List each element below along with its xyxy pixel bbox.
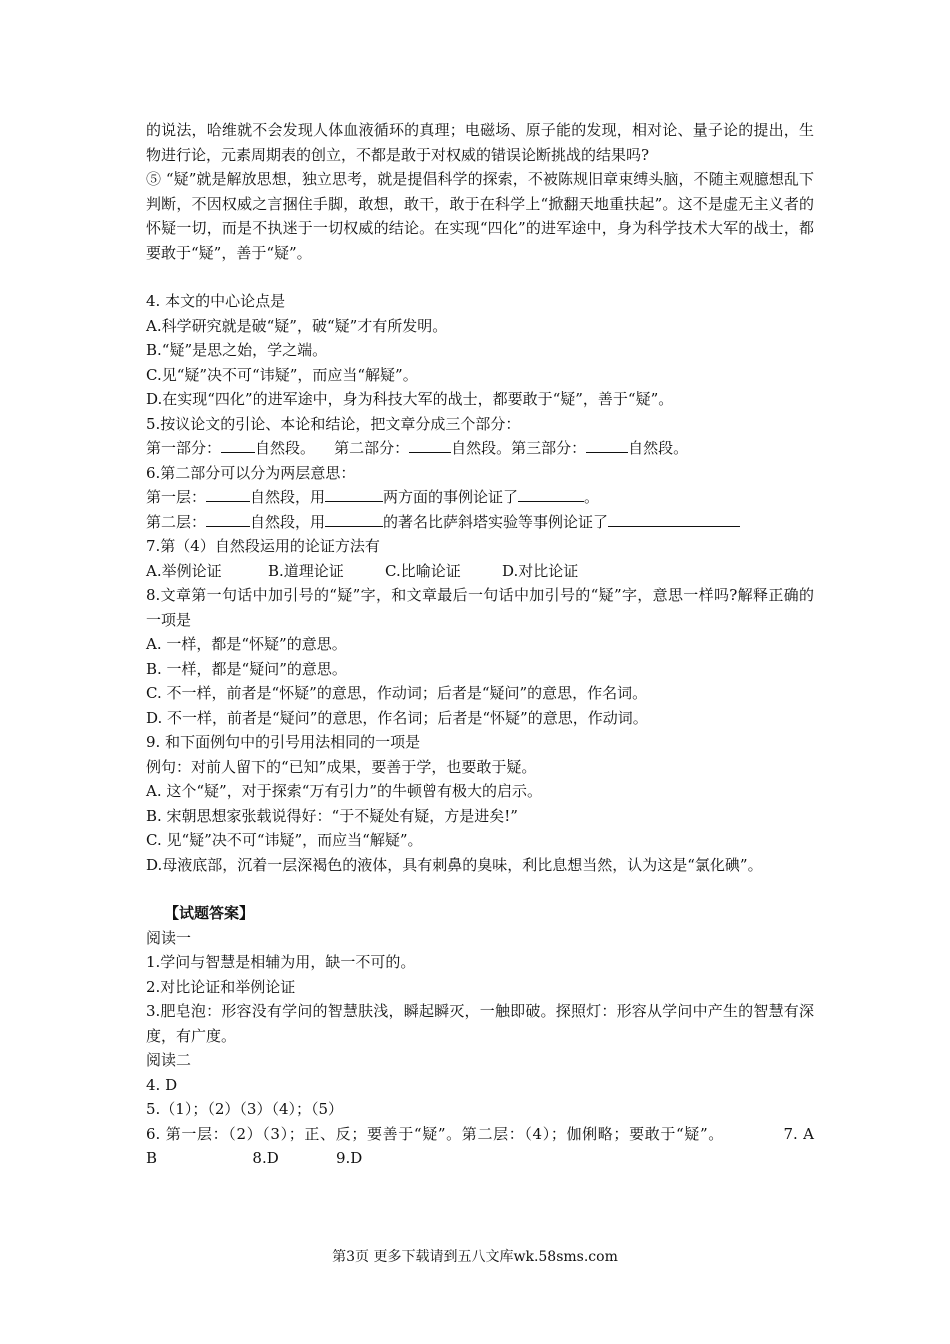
question-7-option-d: D.对比论证 bbox=[502, 561, 579, 580]
question-8-option-b: B. 一样，都是“疑问”的意思。 bbox=[146, 659, 347, 678]
question-8-option-d: D. 不一样，前者是“疑问”的意思，作名词；后者是“怀疑”的意思，作动词。 bbox=[146, 708, 648, 727]
question-4-option-c: C.见“疑”决不可“讳疑”，而应当“解疑”。 bbox=[146, 365, 418, 384]
question-5-parts bbox=[146, 436, 814, 461]
question-8-option-a: A. 一样，都是“怀疑”的意思。 bbox=[146, 635, 347, 653]
reading-2-label: 阅读二 bbox=[146, 1051, 192, 1069]
part2-label: 第二部分： bbox=[334, 439, 410, 457]
answer-6-text: 6. 第一层：（2）（3）；正、反；要善于“疑”。第二层：（4）；伽俐略；要敢于“疑”。 bbox=[146, 1124, 724, 1143]
answer-8: 8.D bbox=[252, 1149, 279, 1167]
answer-5: 5.（1）；（2）（3）（4）；（5） bbox=[146, 1100, 344, 1118]
layer1-conclusion-blank[interactable] bbox=[518, 485, 584, 502]
part1-blank[interactable] bbox=[221, 436, 255, 453]
question-4-option-d: D.在实现“四化”的进军途中，身为科技大军的战士，都要敢于“疑”，善于“疑”。 bbox=[146, 390, 674, 408]
layer1-paragraph-blank[interactable] bbox=[206, 485, 250, 502]
question-7-option-c: C.比喻论证 bbox=[385, 561, 461, 580]
question-8-option-c: C. 不一样，前者是“怀疑”的意思，作动词；后者是“疑问”的意思，作名词。 bbox=[146, 684, 648, 702]
answers-heading: 【试题答案】 bbox=[164, 904, 255, 922]
question-6-stem: 6.第二部分可以分为两层意思： bbox=[146, 463, 356, 482]
page-footer: 第3页 更多下载请到五八文库wk.58sms.com bbox=[332, 1249, 618, 1265]
reading-1-answer-1: 1.学问与智慧是相辅为用，缺一不可的。 bbox=[146, 953, 416, 971]
question-6-layer-2 bbox=[146, 510, 814, 535]
answer-6 bbox=[146, 1122, 814, 1171]
part1-suffix: 自然段。 bbox=[255, 439, 316, 457]
part2-blank[interactable] bbox=[409, 436, 451, 453]
question-4-stem: 4. 本文的中心论点是 bbox=[146, 292, 286, 310]
question-9-example: 例句：对前人留下的“已知”成果，要善于学，也要敢于疑。 bbox=[146, 757, 537, 776]
layer1-end: 。 bbox=[584, 488, 600, 506]
layer2-conclusion-blank[interactable] bbox=[608, 510, 740, 527]
part3-suffix: 自然段。 bbox=[628, 439, 689, 457]
question-9-option-b: B. 宋朝思想家张载说得好：“于不疑处有疑，方是进矣!” bbox=[146, 806, 518, 825]
layer1-aspects-blank[interactable] bbox=[325, 485, 383, 502]
part3-blank[interactable] bbox=[586, 436, 628, 453]
layer2-mid2: 的著名比萨斜塔实验等事例论证了 bbox=[383, 512, 609, 531]
spacer bbox=[146, 265, 814, 289]
part3-label: 第三部分： bbox=[511, 439, 587, 457]
answer-7: 7. A B bbox=[146, 1124, 814, 1167]
question-4-option-b: B.“疑”是思之始，学之端。 bbox=[146, 341, 328, 359]
question-7-options bbox=[146, 559, 814, 584]
answer-4: 4. D bbox=[146, 1075, 178, 1094]
part2-suffix: 自然段。 bbox=[451, 439, 512, 457]
layer2-paragraph-blank[interactable] bbox=[206, 510, 250, 527]
question-4-option-a: A.科学研究就是破“疑”，破“疑”才有所发明。 bbox=[146, 316, 448, 335]
document-page bbox=[146, 118, 814, 1171]
reading-1-label: 阅读一 bbox=[146, 928, 192, 947]
question-9-option-a: A. 这个“疑”，对于探索“万有引力”的牛顿曾有极大的启示。 bbox=[146, 782, 543, 800]
layer2-mid: 自然段，用 bbox=[250, 512, 326, 531]
question-7-stem: 7.第（4）自然段运用的论证方法有 bbox=[146, 537, 380, 555]
reading-1-answer-2: 2.对比论证和举例论证 bbox=[146, 977, 296, 996]
question-7-option-b: B.道理论证 bbox=[268, 561, 344, 580]
layer1-mid2: 两方面的事例论证了 bbox=[383, 488, 519, 506]
question-9-option-c: C. 见“疑”决不可“讳疑”，而应当“解疑”。 bbox=[146, 831, 423, 849]
passage-paragraph-5: ⑤ “疑”就是解放思想，独立思考，就是提倡科学的探索，不被陈规旧章束缚头脑，不随主观臆想乱下判断，不因权威之言捆住手脚，敢想，敢干，敢于在科学上“掀翻天地重扶起”。这不是虚无主义者的怀疑一切，而是不执迷于一切权威的结论。在实现“四化”的进军途中，身为科学技术大军的战士，都要敢于“疑”，善于“疑”。 bbox=[146, 170, 814, 262]
part1-label: 第一部分： bbox=[146, 439, 222, 457]
passage-paragraph-1: 的说法，哈维就不会发现人体血液循环的真理；电磁场、原子能的发现，相对论、量子论的提出，生物进行论，元素周期表的创立，不都是敢于对权威的错误论断挑战的结果吗? bbox=[146, 121, 814, 164]
spacer bbox=[146, 877, 814, 901]
question-9-option-d: D.母液底部，沉着一层深褐色的液体，具有刺鼻的臭味，利比息想当然，认为这是“氯化碘”。 bbox=[146, 855, 763, 874]
reading-1-answer-3: 3.肥皂泡：形容没有学问的智慧肤浅，瞬起瞬灭，一触即破。探照灯：形容从学问中产生的智慧有深度，有广度。 bbox=[146, 1002, 814, 1045]
question-9-stem: 9. 和下面例句中的引号用法相同的一项是 bbox=[146, 733, 421, 751]
layer2-label: 第二层： bbox=[146, 512, 207, 531]
question-5-stem: 5.按议论文的引论、本论和结论，把文章分成三个部分： bbox=[146, 414, 521, 433]
question-6-layer-1 bbox=[146, 485, 814, 510]
layer1-label: 第一层： bbox=[146, 488, 207, 506]
question-7-option-a: A.举例论证 bbox=[146, 561, 222, 580]
answer-9: 9.D bbox=[335, 1149, 363, 1167]
layer2-person-blank[interactable] bbox=[325, 510, 383, 527]
question-8-stem: 8.文章第一句话中加引号的“疑”字，和文章最后一句话中加引号的“疑”字，意思一样吗?解释正确的一项是 bbox=[146, 586, 814, 629]
layer1-mid: 自然段，用 bbox=[250, 488, 326, 506]
